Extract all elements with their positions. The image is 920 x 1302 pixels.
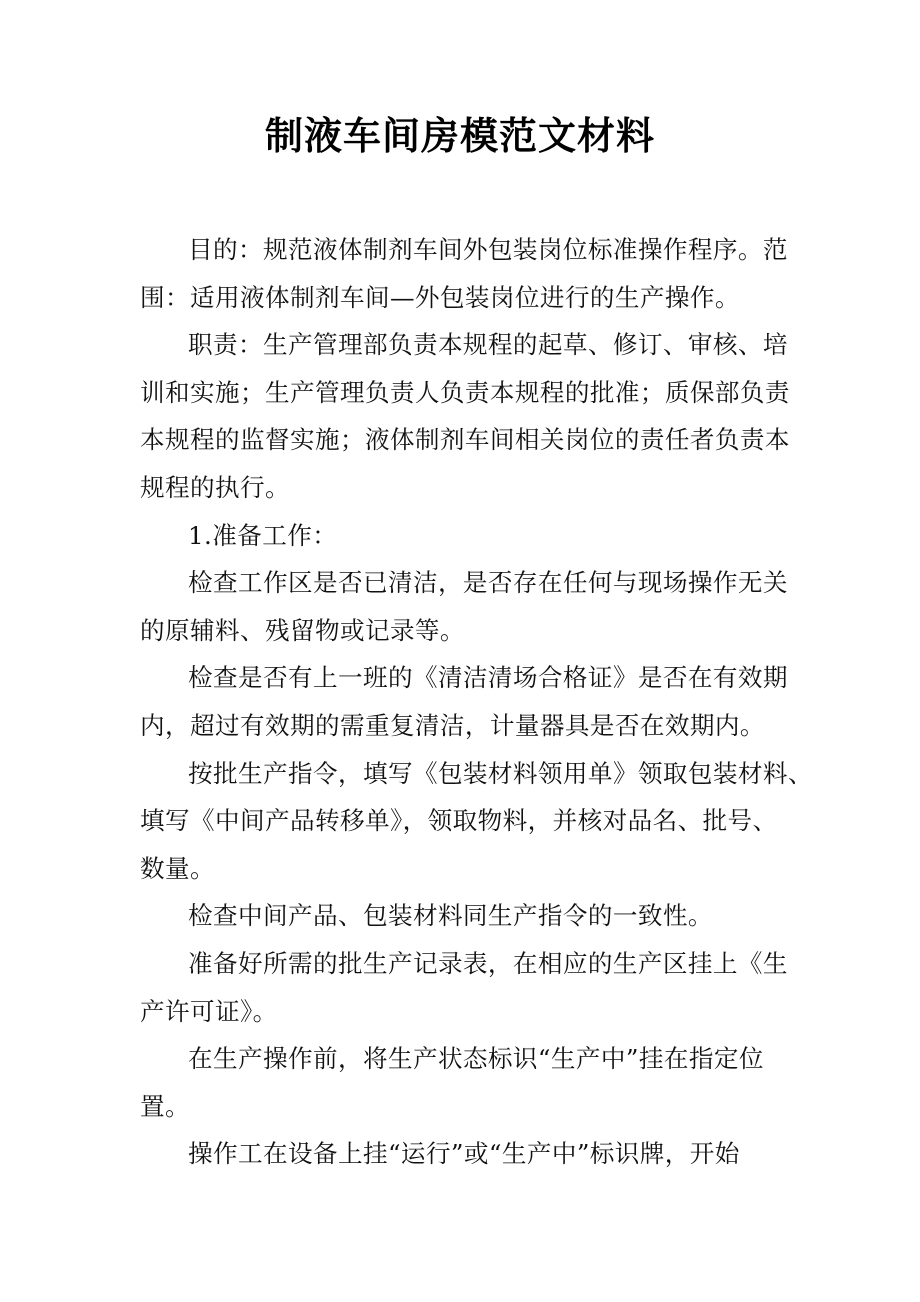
paragraph-prepare-records xyxy=(140,940,788,1035)
text-line: 职责：生产管理部负责本规程的起草、修订、审核、培 xyxy=(188,330,788,360)
text-line: 置。 xyxy=(140,1091,190,1121)
text-line: 填写《中间产品转移单》，领取物料，并核对品名、批号、 xyxy=(140,806,778,836)
text-line: 检查是否有上一班的《清洁清场合格证》是否在有效期 xyxy=(188,663,788,693)
text-line: 操作工在设备上挂“运行”或“生产中”标识牌，开始 xyxy=(188,1139,740,1169)
text-line: 规程的执行。 xyxy=(140,472,290,502)
text-line: 训和实施；生产管理负责人负责本规程的批准；质保部负责 xyxy=(140,377,790,407)
document-body xyxy=(140,226,813,1178)
paragraph-responsibility xyxy=(140,321,790,511)
paragraph-purpose-scope xyxy=(140,226,788,321)
section-heading: 1.准备工作： xyxy=(188,520,338,550)
paragraph-equipment-label xyxy=(140,1130,785,1178)
text-line: 产许可证》。 xyxy=(140,996,278,1026)
text-line: 内，超过有效期的需重复清洁，计量器具是否在效期内。 xyxy=(140,710,765,740)
text-line: 检查工作区是否已清洁，是否存在任何与现场操作无关 xyxy=(188,568,788,598)
paragraph-check-work-area xyxy=(140,559,788,654)
document-title: 制液车间房模范文材料 xyxy=(264,114,655,158)
text-line: 围：适用液体制剂车间—外包装岗位进行的生产操作。 xyxy=(140,282,740,312)
paragraph-check-certificate xyxy=(140,654,788,749)
paragraph-status-label xyxy=(140,1035,785,1130)
text-line: 检查中间产品、包装材料同生产指令的一致性。 xyxy=(188,901,713,931)
text-line: 目的：规范液体制剂车间外包装岗位标准操作程序。范 xyxy=(188,235,788,264)
paragraph-check-consistency xyxy=(140,892,785,940)
section-heading-preparation xyxy=(140,512,785,560)
paragraph-fill-forms xyxy=(140,750,813,893)
text-line: 数量。 xyxy=(140,853,215,883)
text-line: 的原辅料、残留物或记录等。 xyxy=(140,615,465,645)
text-line: 在生产操作前，将生产状态标识“生产中”挂在指定位 xyxy=(188,1044,764,1074)
text-line: 按批生产指令，填写《包装材料领用单》领取包装材料、 xyxy=(188,758,813,788)
text-line: 准备好所需的批生产记录表，在相应的生产区挂上《生 xyxy=(188,948,788,978)
text-line: 本规程的监督实施；液体制剂车间相关岗位的责任者负责本 xyxy=(140,425,790,455)
